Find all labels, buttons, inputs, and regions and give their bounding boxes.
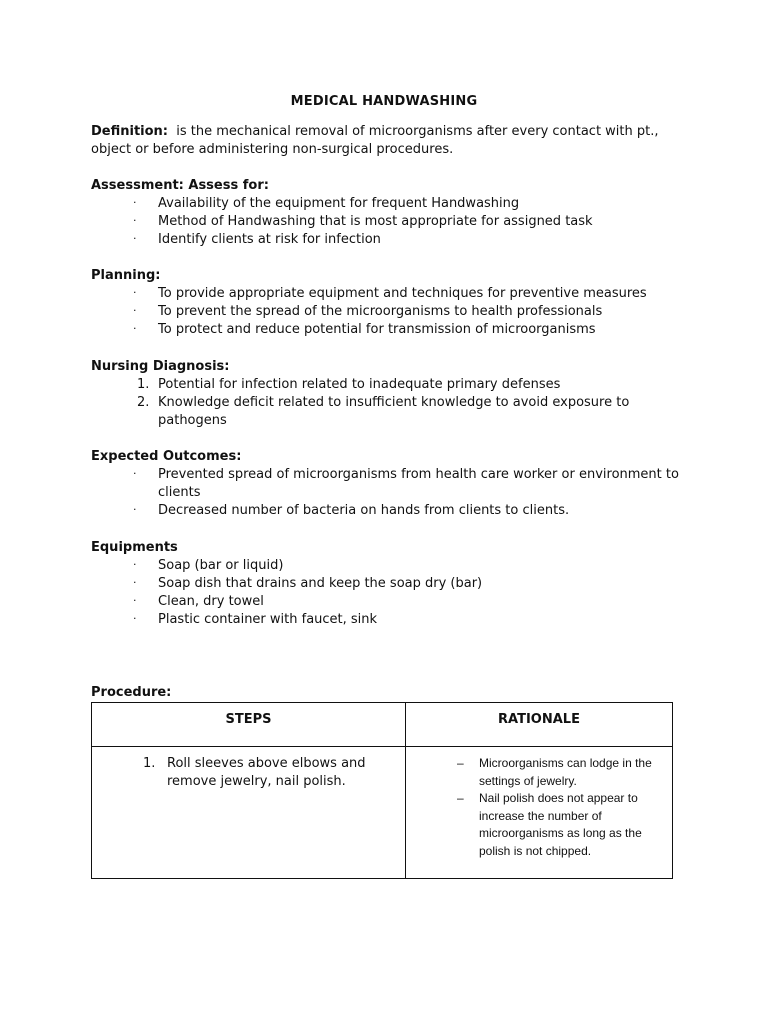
rationale-text: Microorganisms can lodge in the settings of jewelry. [479,756,652,788]
list-item-text: Knowledge deficit related to insufficient knowledge to avoid exposure to pathogens [158,395,630,428]
list-item [91,376,681,394]
rationale-cell [406,747,673,879]
bullet-icon: · [133,612,137,625]
list-item-text: Plastic container with faucet, sink [158,612,378,627]
planning-section [91,267,681,339]
list-item-text: Clean, dry towel [158,594,264,609]
list-item-text: Soap (bar or liquid) [158,558,284,573]
list-item [91,231,681,249]
dash-icon: – [457,756,464,770]
procedure-table [91,702,673,879]
list-item [91,321,681,339]
page-title: MEDICAL HANDWASHING [290,94,478,109]
bullet-icon: · [133,286,137,299]
rationale-text: Nail polish does not appear to increase the number of microorganisms as long as the polish is not chipped. [479,791,642,858]
list-item [91,575,681,593]
bullet-icon: · [133,558,137,571]
nursing-diagnosis-list [91,376,681,430]
list-number: 1. [137,377,150,392]
equipments-heading: Equipments [91,540,178,555]
bullet-icon: · [133,576,137,589]
rationale-list [407,755,671,860]
steps-column-header: STEPS [92,703,406,747]
list-item [91,394,681,430]
bullet-icon: · [133,594,137,607]
bullet-icon: · [133,503,137,516]
list-item [91,285,681,303]
bullet-icon: · [133,322,137,335]
nursing-diagnosis-section [91,358,681,430]
step-cell [92,747,406,879]
definition-label: Definition: [91,124,169,139]
list-item-text: Method of Handwashing that is most appropriate for assigned task [158,214,593,229]
list-item-text: Potential for infection related to inadequate primary defenses [158,377,561,392]
list-item [407,790,671,860]
list-item [91,303,681,321]
table-header-row [92,703,673,747]
list-item [91,557,681,575]
assessment-heading: Assessment: Assess for: [91,178,269,193]
bullet-icon: · [133,196,137,209]
assessment-section [91,177,681,249]
definition-section [91,123,681,159]
expected-outcomes-heading: Expected Outcomes: [91,449,242,464]
bullet-icon: · [133,467,137,480]
list-item-text: Prevented spread of microorganisms from health care worker or environment to clients [158,467,679,500]
step-number: 1. [143,756,156,771]
list-item-text: Availability of the equipment for frequent Handwashing [158,196,520,211]
equipments-section [91,539,681,629]
list-item-text: Soap dish that drains and keep the soap dry (bar) [158,576,483,591]
planning-heading: Planning: [91,268,161,283]
planning-list [91,285,681,339]
equipments-list [91,557,681,629]
list-item-text: To protect and reduce potential for transmission of microorganisms [158,322,596,337]
list-item-text: Decreased number of bacteria on hands from clients to clients. [158,503,570,518]
list-item [91,593,681,611]
assessment-list [91,195,681,249]
step-text: Roll sleeves above elbows and remove jewelry, nail polish. [167,756,366,789]
list-item-text: To provide appropriate equipment and techniques for preventive measures [158,286,647,301]
dash-icon: – [457,791,464,805]
list-item [91,502,681,520]
table-row [92,747,673,879]
bullet-icon: · [133,232,137,245]
step-item [93,755,404,791]
list-item [407,755,671,790]
expected-outcomes-section [91,448,681,520]
list-item [91,611,681,629]
definition-text: is the mechanical removal of microorganisms after every contact with pt., object or before administering non-surgical procedures. [91,124,659,157]
procedure-heading: Procedure: [91,685,172,700]
bullet-icon: · [133,214,137,227]
list-number: 2. [137,395,150,410]
bullet-icon: · [133,304,137,317]
rationale-column-header: RATIONALE [406,703,673,747]
nursing-diagnosis-heading: Nursing Diagnosis: [91,359,230,374]
expected-outcomes-list [91,466,681,520]
list-item-text: Identify clients at risk for infection [158,232,381,247]
list-item [91,213,681,231]
list-item [91,466,681,502]
list-item [91,195,681,213]
list-item-text: To prevent the spread of the microorganisms to health professionals [158,304,603,319]
